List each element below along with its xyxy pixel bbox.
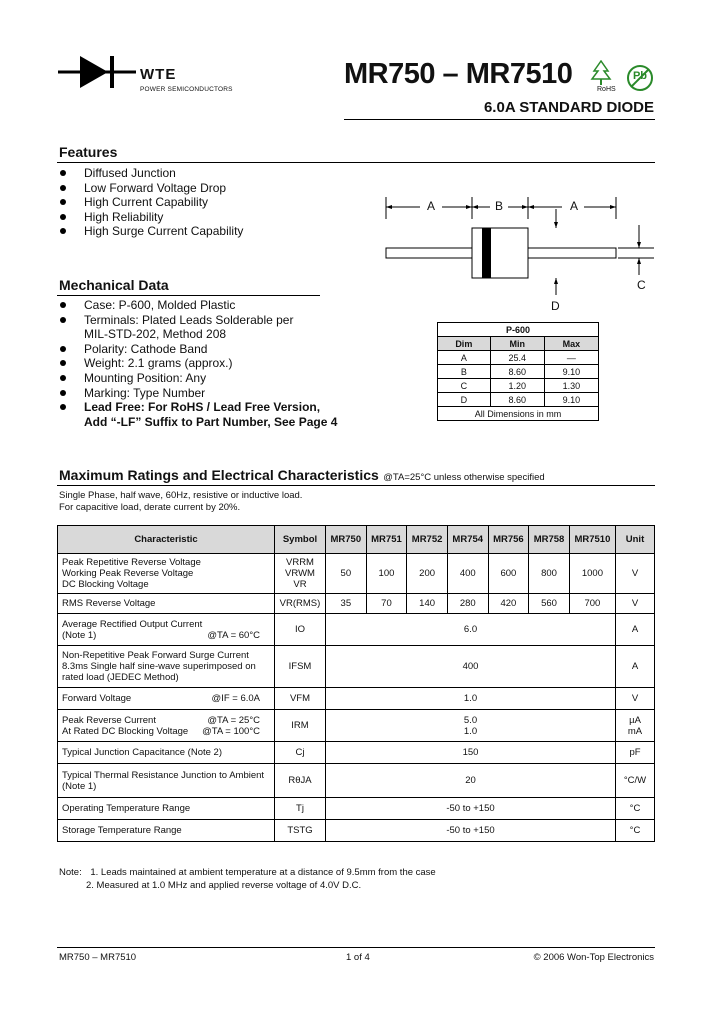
ratings-heading-note: @TA=25°C unless otherwise specified	[383, 472, 545, 483]
unit-cell: V	[616, 688, 655, 710]
char-text: Forward Voltage	[62, 693, 132, 704]
ratings-heading-wrap	[59, 467, 545, 485]
char-line: Peak Repetitive Reverse Voltage	[62, 557, 201, 568]
col-mr750: MR750	[326, 526, 367, 554]
char-cell: RMS Reverse Voltage	[58, 594, 275, 614]
feature-text: Low Forward Voltage Drop	[84, 180, 227, 195]
list-item	[59, 195, 243, 210]
col-mr7510: MR7510	[569, 526, 615, 554]
char-line: 8.3ms Single half sine-wave superimposed on	[62, 661, 256, 672]
features-list	[59, 166, 243, 239]
list-item	[59, 400, 337, 415]
part-title: MR750 – MR7510	[344, 58, 573, 90]
table-row	[438, 365, 599, 379]
footer-center: 1 of 4	[346, 952, 370, 963]
dim-header-max: Max	[544, 337, 598, 351]
note-ref: (Note 1)	[62, 629, 97, 641]
dimension-table	[437, 322, 599, 421]
list-item	[59, 166, 243, 181]
char-cell	[58, 764, 275, 798]
dim-cell: 1.20	[490, 379, 544, 393]
dim-label-d: D	[551, 299, 560, 313]
ratings-heading: Maximum Ratings and Electrical Characteristics	[59, 467, 379, 483]
col-unit: Unit	[616, 526, 655, 554]
list-item	[59, 181, 243, 196]
value-cell: 35	[326, 594, 367, 614]
symbol-cell: TSTG	[275, 820, 326, 842]
table-row	[58, 820, 655, 842]
value-cell: 600	[488, 554, 529, 594]
dim-label-a1: A	[427, 199, 436, 213]
char-line: Typical Thermal Resistance Junction to Ambient	[62, 769, 265, 781]
bullet-icon	[60, 170, 66, 176]
value-cell: 100	[366, 554, 407, 594]
mechanical-text: Terminals: Plated Leads Solderable per	[84, 312, 294, 327]
char-line: DC Blocking Voltage	[62, 579, 149, 590]
feature-text: High Reliability	[84, 209, 164, 224]
condition-line-1: Single Phase, half wave, 60Hz, resistive or inductive load.	[59, 490, 303, 501]
list-item	[59, 224, 243, 239]
table-row	[58, 688, 655, 710]
bullet-icon	[60, 228, 66, 234]
unit-cell	[616, 710, 655, 742]
ratings-table	[57, 525, 655, 842]
features-heading: Features	[59, 144, 118, 160]
value-cell: -50 to +150	[326, 820, 616, 842]
dim-label-a2: A	[570, 199, 579, 213]
unit-line: µA	[629, 714, 641, 726]
logo-subtext: POWER SEMICONDUCTORS	[140, 86, 233, 93]
pb-free-badge	[626, 64, 654, 92]
table-row	[58, 764, 655, 798]
bullet-icon	[60, 404, 66, 410]
char-cell: Typical Junction Capacitance (Note 2)	[58, 742, 275, 764]
value-cell: 280	[447, 594, 488, 614]
list-item	[59, 342, 337, 357]
value-cell: 560	[529, 594, 570, 614]
table-row	[438, 351, 599, 365]
bullet-icon	[60, 346, 66, 352]
bullet-icon	[60, 302, 66, 308]
mechanical-text: Add “-LF” Suffix to Part Number, See Page 4	[84, 414, 338, 429]
bullet-icon	[60, 199, 66, 205]
char-line: Working Peak Reverse Voltage	[62, 568, 194, 579]
feature-text: High Surge Current Capability	[84, 224, 244, 239]
value-cell: 1.0	[326, 688, 616, 710]
symbol-cell	[275, 554, 326, 594]
unit-cell: °C/W	[616, 764, 655, 798]
mechanical-text: Weight: 2.1 grams (approx.)	[84, 356, 233, 371]
symbol-cell: RθJA	[275, 764, 326, 798]
table-row	[58, 594, 655, 614]
list-item	[59, 313, 337, 328]
note-1-text: 1. Leads maintained at ambient temperature at a distance of 9.5mm from the case	[90, 867, 436, 878]
unit-cell: pF	[616, 742, 655, 764]
subtitle: 6.0A STANDARD DIODE	[483, 99, 654, 116]
mechanical-list	[59, 298, 337, 429]
table-row	[58, 798, 655, 820]
unit-cell: °C	[616, 798, 655, 820]
col-characteristic: Characteristic	[58, 526, 275, 554]
col-mr752: MR752	[407, 526, 448, 554]
value-cell: 800	[529, 554, 570, 594]
bullet-icon	[60, 375, 66, 381]
title-rule	[344, 119, 655, 120]
dim-label-b: B	[495, 199, 504, 213]
dim-cell: 9.10	[544, 365, 598, 379]
value-cell: 50	[326, 554, 367, 594]
bullet-icon	[60, 214, 66, 220]
dim-cell: A	[438, 351, 491, 365]
feature-text: Diffused Junction	[84, 166, 176, 180]
value-cell: 200	[407, 554, 448, 594]
table-row	[58, 646, 655, 688]
mechanical-text: Marking: Type Number	[84, 385, 206, 400]
char-cell	[58, 554, 275, 594]
unit-cell: °C	[616, 820, 655, 842]
list-item	[59, 371, 337, 386]
footer-rule	[57, 947, 655, 948]
dim-cell: 8.60	[490, 393, 544, 407]
char-line	[62, 715, 270, 726]
unit-cell: A	[616, 646, 655, 688]
notes-label: Note:	[59, 867, 82, 878]
dim-cell: B	[438, 365, 491, 379]
char-line: Non-Repetitive Peak Forward Surge Current	[62, 650, 249, 661]
table-row	[58, 710, 655, 742]
bullet-icon	[60, 360, 66, 366]
dim-cell: 1.30	[544, 379, 598, 393]
char-cell	[58, 710, 275, 742]
dim-cell: —	[544, 351, 598, 365]
dim-table-footer: All Dimensions in mm	[438, 407, 599, 421]
condition-line-2: For capacitive load, derate current by 20%.	[59, 502, 241, 513]
value-line: 1.0	[463, 725, 478, 737]
symbol-cell: Tj	[275, 798, 326, 820]
symbol-cell: IO	[275, 614, 326, 646]
mechanical-text: Polarity: Cathode Band	[84, 341, 208, 356]
mechanical-rule	[57, 295, 320, 296]
value-cell: 20	[326, 764, 616, 798]
bullet-icon	[60, 317, 66, 323]
value-cell: 700	[569, 594, 615, 614]
char-line: (Note 1)	[62, 780, 97, 792]
table-row	[58, 554, 655, 594]
dim-header-dim: Dim	[438, 337, 491, 351]
char-line	[62, 726, 270, 737]
col-symbol: Symbol	[275, 526, 326, 554]
list-item	[59, 210, 243, 225]
value-cell: 150	[326, 742, 616, 764]
char-cell: Operating Temperature Range	[58, 798, 275, 820]
value-cell: -50 to +150	[326, 798, 616, 820]
char-line: Average Rectified Output Current	[62, 618, 203, 630]
unit-cell: A	[616, 614, 655, 646]
dim-table-title: P-600	[438, 323, 599, 337]
bullet-icon	[60, 390, 66, 396]
mechanical-text: Lead Free: For RoHS / Lead Free Version,	[84, 400, 321, 415]
char-line	[62, 630, 270, 641]
unit-cell: V	[616, 594, 655, 614]
package-diagram	[380, 195, 660, 315]
dim-header-min: Min	[490, 337, 544, 351]
dim-cell: D	[438, 393, 491, 407]
char-line	[62, 693, 270, 704]
dim-cell: 25.4	[490, 351, 544, 365]
list-item	[59, 386, 337, 401]
value-cell: 1000	[569, 554, 615, 594]
features-rule	[57, 162, 655, 163]
value-cell	[326, 710, 616, 742]
table-row	[58, 742, 655, 764]
table-row	[438, 393, 599, 407]
value-cell: 140	[407, 594, 448, 614]
value-line: 5.0	[463, 714, 478, 726]
col-mr756: MR756	[488, 526, 529, 554]
unit-line: mA	[627, 725, 643, 737]
note-1	[59, 867, 436, 878]
dim-cell: C	[438, 379, 491, 393]
logo-text: WTE	[140, 66, 177, 83]
feature-text: High Current Capability	[84, 195, 209, 210]
dim-cell: 8.60	[490, 365, 544, 379]
rohs-label: RoHS	[597, 86, 616, 93]
bullet-icon	[60, 185, 66, 191]
char-line: rated load (JEDEC Method)	[62, 672, 179, 683]
col-mr754: MR754	[447, 526, 488, 554]
symbol-cell: IRM	[275, 710, 326, 742]
table-row	[58, 614, 655, 646]
symbol-line: VRWM	[285, 568, 315, 579]
test-condition: @IF = 6.0A	[211, 693, 260, 704]
col-mr751: MR751	[366, 526, 407, 554]
table-row	[438, 379, 599, 393]
pb-label: Pb	[632, 70, 648, 82]
symbol-cell: IFSM	[275, 646, 326, 688]
char-text: Peak Reverse Current	[62, 714, 156, 726]
dim-label-c: C	[637, 278, 646, 292]
symbol-line: VRRM	[286, 557, 314, 568]
char-cell	[58, 614, 275, 646]
test-condition: @TA = 25°C	[207, 714, 260, 726]
footer-left: MR750 – MR7510	[59, 952, 137, 963]
char-cell	[58, 688, 275, 710]
list-item	[59, 415, 337, 430]
diode-logo-icon	[58, 52, 136, 92]
value-cell: 420	[488, 594, 529, 614]
value-cell: 400	[447, 554, 488, 594]
value-cell: 70	[366, 594, 407, 614]
col-mr758: MR758	[529, 526, 570, 554]
footer-right: © 2006 Won-Top Electronics	[533, 952, 654, 963]
mechanical-text: Mounting Position: Any	[84, 370, 207, 385]
value-cell: 400	[326, 646, 616, 688]
test-condition: @TA = 100°C	[202, 725, 260, 737]
mechanical-text: Case: P-600, Molded Plastic	[84, 298, 236, 312]
symbol-cell: VR(RMS)	[275, 594, 326, 614]
char-cell: Storage Temperature Range	[58, 820, 275, 842]
mechanical-heading: Mechanical Data	[59, 277, 169, 293]
symbol-cell: VFM	[275, 688, 326, 710]
symbol-line: VR	[293, 579, 307, 590]
char-cell	[58, 646, 275, 688]
unit-cell: V	[616, 554, 655, 594]
dim-cell: 9.10	[544, 393, 598, 407]
test-condition: @TA = 60°C	[207, 629, 260, 641]
list-item	[59, 356, 337, 371]
rohs-tree-icon	[590, 60, 612, 86]
symbol-cell: Cj	[275, 742, 326, 764]
char-text: At Rated DC Blocking Voltage	[62, 725, 189, 737]
mechanical-text: MIL-STD-202, Method 208	[84, 327, 227, 342]
list-item	[59, 327, 337, 342]
ratings-rule	[57, 485, 655, 486]
note-2: 2. Measured at 1.0 MHz and applied reverse voltage of 4.0V D.C.	[86, 880, 362, 891]
value-cell: 6.0	[326, 614, 616, 646]
list-item	[59, 298, 337, 313]
